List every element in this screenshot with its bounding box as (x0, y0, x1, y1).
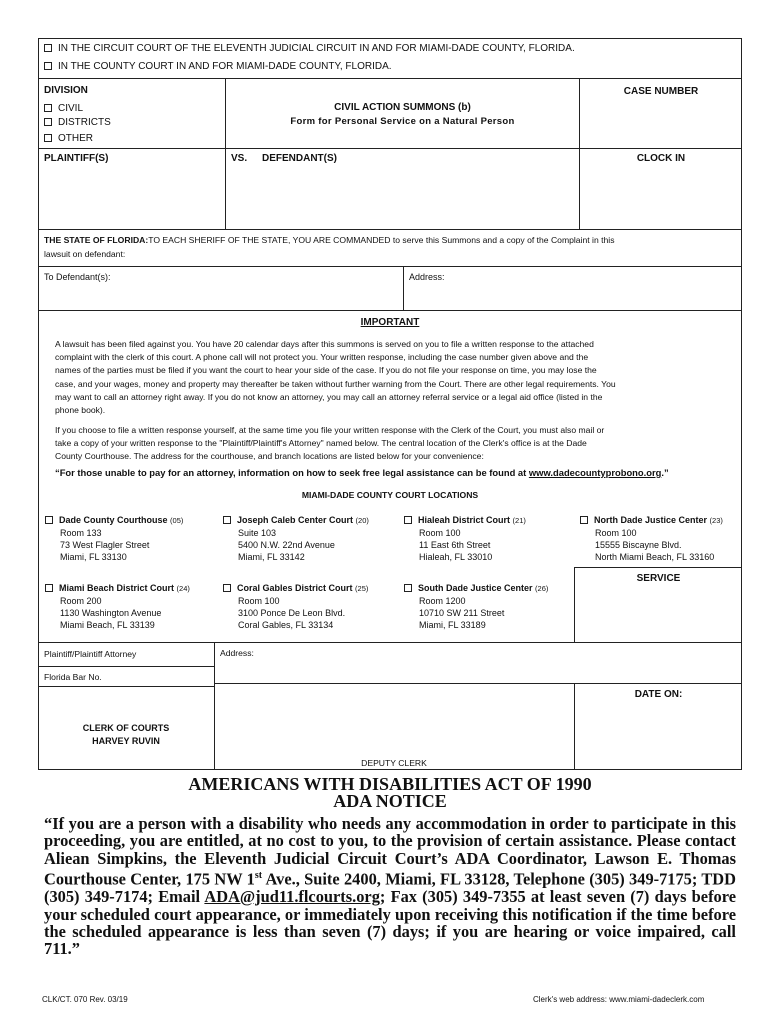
civil-checkbox[interactable] (44, 104, 52, 112)
florida-bar-number-field[interactable]: Florida Bar No. (44, 672, 102, 682)
division-other[interactable]: OTHER (44, 133, 93, 145)
location-south-dade-justice-center[interactable]: South Dade Justice Center (26) Room 1200 10710 SW 211 Street Miami, FL 33189 (404, 582, 548, 631)
circuit-court-option[interactable]: IN THE CIRCUIT COURT OF THE ELEVENTH JUDICIAL CIRCUIT IN AND FOR MIAMI-DADE COUNTY, FLORIDA. (44, 43, 575, 55)
command-line-1: THE STATE OF FLORIDA:TO EACH SHERIFF OF THE STATE, YOU ARE COMMANDED to serve this Summons and a copy of the Complaint in this (44, 235, 615, 245)
attorney-address-field[interactable]: Address: (220, 648, 254, 658)
location-checkbox[interactable] (404, 584, 412, 592)
divider (38, 229, 742, 230)
important-paragraph-1: A lawsuit has been filed against you. You have 20 calendar days after this summons is served on you to file a written response to the attached complaint with the clerk of this court. A phone call will not protect you. Your written response, including the case number given above and the names of the parties must be filed if you want the court to hear your side of the case. If you do not file your response on time, you may lose the case, and your wages, money and property may thereafter be taken without further warning from the Court. There are other legal requirements. You may want to call an attorney right away. If you do not know an attorney, you may call an attorney referral service or a legal aid office (listed in the phone book). (55, 339, 616, 416)
location-checkbox[interactable] (223, 584, 231, 592)
deputy-clerk-label: DEPUTY CLERK (361, 758, 427, 768)
divider (38, 666, 214, 667)
ada-notice-body: “If you are a person with a disability who needs any accommodation in order to participate in this proceeding, you are entitled, at no cost to you, to the provision of certain assistance. Please contact Aliean Simpkins, the Eleventh Judicial Circuit Court’s ADA Coordinator, Lawson E. Thomas Courthouse Center, 175 NW 1st Ave., Suite 2400, Miami, FL 33128, Telephone (305) 349-7175; TDD (305) 349-7174; Email ADA@jud11.flcourts.org; Fax (305) 349-7355 at least seven (7) days before your scheduled court appearance, or immediately upon receiving this notification if the time before the scheduled appearance is less than seven (7) days; if you are hearing or voice impaired, call 711.” (44, 814, 736, 959)
location-checkbox[interactable] (404, 516, 412, 524)
ada-notice-title: ADA NOTICE (333, 791, 447, 811)
divider (403, 266, 404, 310)
location-checkbox[interactable] (45, 516, 53, 524)
case-number-label: CASE NUMBER (623, 86, 699, 97)
form-subtitle: Form for Personal Service on a Natural Person (290, 116, 515, 127)
divider (38, 310, 742, 311)
clerk-name: HARVEY RUVIN (92, 736, 160, 746)
ada-title: AMERICANS WITH DISABILITIES ACT OF 1990 (188, 774, 592, 794)
defendant-address-field[interactable]: Address: (409, 272, 445, 282)
location-hialeah-district-court[interactable]: Hialeah District Court (21) Room 100 11 East 6th Street Hialeah, FL 33010 (404, 514, 526, 563)
probono-link[interactable]: www.dadecountyprobono.org (528, 467, 662, 478)
divider (38, 266, 742, 267)
division-districts[interactable]: DISTRICTS (44, 117, 111, 129)
location-checkbox[interactable] (223, 516, 231, 524)
location-joseph-caleb-center[interactable]: Joseph Caleb Center Court (20) Suite 103 5400 N.W. 22nd Avenue Miami, FL 33142 (223, 514, 369, 563)
vs-label: VS. (231, 153, 248, 164)
other-checkbox[interactable] (44, 134, 52, 142)
county-court-option[interactable]: IN THE COUNTY COURT IN AND FOR MIAMI-DADE COUNTY, FLORIDA. (44, 61, 392, 73)
service-label: SERVICE (636, 573, 681, 584)
free-legal-help-note: “For those unable to pay for an attorney, information on how to seek free legal assistance can be found at www.dadecountyprobono.org.” (55, 467, 669, 478)
districts-checkbox[interactable] (44, 118, 52, 126)
location-dade-county-courthouse[interactable]: Dade County Courthouse (05) Room 133 73 West Flagler Street Miami, FL 33130 (45, 514, 183, 563)
divider (225, 148, 226, 229)
location-checkbox[interactable] (580, 516, 588, 524)
important-heading: IMPORTANT (360, 317, 420, 328)
division-label: DIVISION (44, 85, 88, 96)
plaintiff-label: PLAINTIFF(S) (44, 153, 109, 164)
location-checkbox[interactable] (45, 584, 53, 592)
clerk-website: Clerk's web address: www.miami-dadeclerk.com (533, 995, 705, 1004)
county-court-checkbox[interactable] (44, 62, 52, 70)
clerk-of-courts: CLERK OF COURTS (82, 723, 170, 733)
location-coral-gables-district-court[interactable]: Coral Gables District Court (25) Room 100 3100 Ponce De Leon Blvd. Coral Gables, FL 33134 (223, 582, 368, 631)
divider (38, 642, 742, 643)
to-defendant-field[interactable]: To Defendant(s): (44, 272, 111, 282)
form-title: CIVIL ACTION SUMMONS (b) (334, 102, 471, 113)
divider (38, 686, 214, 687)
form-id: CLK/CT. 070 Rev. 03/19 (42, 995, 128, 1004)
divider (38, 78, 742, 79)
ada-email-link[interactable]: ADA@jud11.flcourts.org (204, 887, 380, 907)
command-line-2: lawsuit on defendant: (44, 249, 126, 259)
clock-in-label: CLOCK IN (636, 153, 686, 164)
circuit-court-checkbox[interactable] (44, 44, 52, 52)
division-civil[interactable]: CIVIL (44, 103, 83, 115)
divider (38, 148, 742, 149)
date-on-label: DATE ON: (634, 689, 683, 700)
divider (214, 642, 215, 770)
important-paragraph-2: If you choose to file a written response yourself, at the same time you file your written response with the Clerk of the Court, you must also mail or take a copy of your written response to the "Plaintiff/Plaintiff's Attorney" named below. The central location of the Clerk's office is at the Dade County Courthouse. The address for the courthouse, and branch locations are listed below for your convenience: (55, 425, 605, 462)
divider (214, 683, 742, 684)
divider (574, 567, 742, 568)
plaintiff-attorney-field[interactable]: Plaintiff/Plaintiff Attorney (44, 649, 137, 659)
defendant-label: DEFENDANT(S) (262, 153, 337, 164)
location-north-dade-justice-center[interactable]: North Dade Justice Center (23) Room 100 15555 Biscayne Blvd. North Miami Beach, FL 33160 (580, 514, 723, 563)
location-miami-beach-district-court[interactable]: Miami Beach District Court (24) Room 200 1130 Washington Avenue Miami Beach, FL 33139 (45, 582, 190, 631)
locations-heading: MIAMI-DADE COUNTY COURT LOCATIONS (301, 490, 479, 500)
